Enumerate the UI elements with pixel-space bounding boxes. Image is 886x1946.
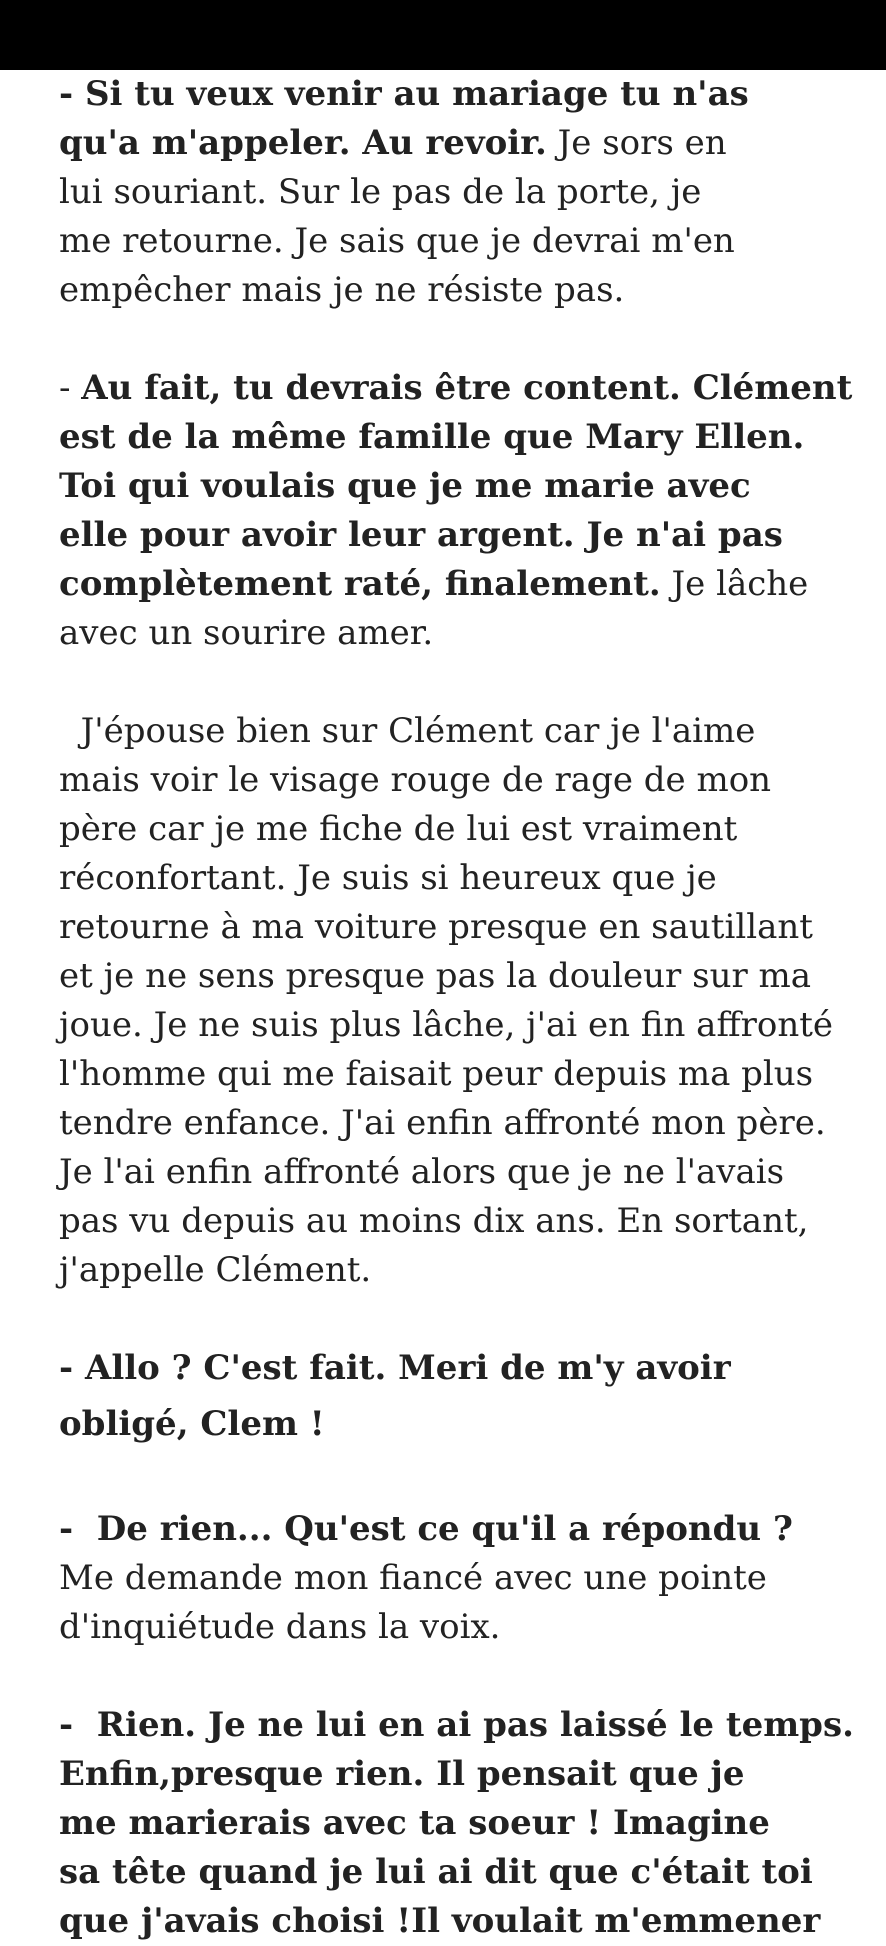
- text-line: réconfortant. Je suis si heureux que je: [59, 858, 717, 898]
- paragraph: [59, 70, 869, 315]
- text-line: est de la même famille que Mary Ellen.: [59, 417, 805, 457]
- text-line: Toi qui voulais que je me marie avec: [59, 466, 751, 506]
- text-line: J'épouse bien sur Clément car je l'aime: [59, 711, 756, 751]
- paragraph: [59, 707, 869, 1295]
- paragraph: [59, 364, 869, 658]
- text-line: pas vu depuis au moins dix ans. En sortant,: [59, 1201, 809, 1241]
- text-line: me marierais avec ta soeur ! Imagine: [59, 1803, 770, 1843]
- text-line: que j'avais choisi !Il voulait m'emmener: [59, 1901, 821, 1941]
- text-line: j'appelle Clément.: [59, 1250, 372, 1290]
- text-line: - Au fait, tu devrais être content. Clément: [59, 368, 853, 408]
- text-line: obligé, Clem !: [59, 1404, 325, 1444]
- text-line: Enfin,presque rien. Il pensait que je: [59, 1754, 745, 1794]
- text-line: elle pour avoir leur argent. Je n'ai pas: [59, 515, 783, 555]
- paragraph: [59, 1701, 869, 1946]
- reader-page[interactable]: [59, 70, 869, 1946]
- text-line: et je ne sens presque pas la douleur sur ma: [59, 956, 812, 996]
- text-line: - Allo ? C'est fait. Meri de m'y avoir: [59, 1348, 731, 1388]
- text-line: mais voir le visage rouge de rage de mon: [59, 760, 772, 800]
- status-bar: [0, 0, 886, 70]
- paragraph: [59, 1505, 869, 1652]
- text-line: - Si tu veux venir au mariage tu n'as: [59, 74, 749, 114]
- text-line: complètement raté, finalement. Je lâche: [59, 564, 809, 604]
- text-line: tendre enfance. J'ai enfin affronté mon père.: [59, 1103, 826, 1143]
- text-line: qu'a m'appeler. Au revoir. Je sors en: [59, 123, 727, 163]
- text-line: Me demande mon fiancé avec une pointe: [59, 1558, 767, 1598]
- text-line: me retourne. Je sais que je devrai m'en: [59, 221, 735, 261]
- text-line: lui souriant. Sur le pas de la porte, je: [59, 172, 702, 212]
- text-line: retourne à ma voiture presque en sautillant: [59, 907, 813, 947]
- text-line: l'homme qui me faisait peur depuis ma plus: [59, 1054, 814, 1094]
- text-line: joue. Je ne suis plus lâche, j'ai en fin affronté: [59, 1005, 833, 1045]
- text-line: - Rien. Je ne lui en ai pas laissé le temps.: [59, 1705, 854, 1745]
- text-line: sa tête quand je lui ai dit que c'était toi: [59, 1852, 813, 1892]
- text-line: - De rien... Qu'est ce qu'il a répondu ?: [59, 1509, 793, 1549]
- text-line: avec un sourire amer.: [59, 613, 434, 653]
- text-line: d'inquiétude dans la voix.: [59, 1607, 501, 1647]
- paragraph: [59, 1344, 869, 1456]
- text-line: père car je me fiche de lui est vraiment: [59, 809, 738, 849]
- text-line: Je l'ai enfin affronté alors que je ne l'avais: [59, 1152, 785, 1192]
- text-line: empêcher mais je ne résiste pas.: [59, 270, 625, 310]
